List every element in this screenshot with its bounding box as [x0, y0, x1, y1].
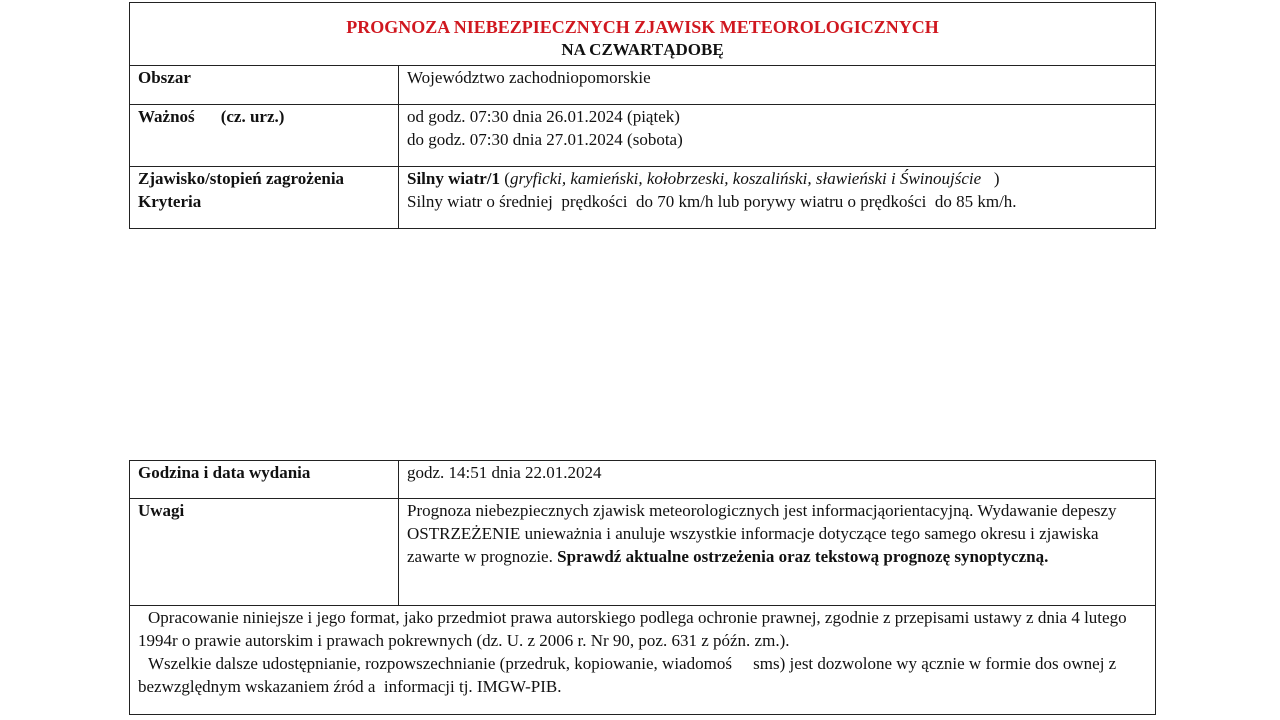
- copyright-notice: [130, 606, 1156, 715]
- paren-close: ): [981, 169, 1000, 188]
- issued-label: Godzina i data wydania: [130, 461, 399, 499]
- phenomenon-label-line-2: Kryteria: [138, 192, 202, 211]
- area-value: Województwo zachodniopomorskie: [399, 66, 1156, 105]
- notes-text: Prognoza niebezpiecznych zjawisk meteorologicznych jest informacjąorientacyjną. Wydawanie depeszy OSTRZEŻENIE unieważnia i anuluje wszystkie informacje dotyczące tego samego okresu i zjawiska zawarte w prognozie.: [407, 501, 1117, 566]
- validity-row: [130, 105, 1156, 167]
- copyright-row: [130, 606, 1156, 715]
- notes-value: [399, 499, 1156, 606]
- notes-check-link: Sprawdź aktualne ostrzeżenia oraz tekstową prognozę synoptyczną.: [557, 547, 1049, 566]
- phenomenon-label: [130, 167, 399, 229]
- phenomenon-criteria: Silny wiatr o średniej prędkości do 70 km/h lub porywy wiatru o prędkości do 85 km/h.: [407, 192, 1017, 211]
- issued-row: [130, 461, 1156, 499]
- forecast-footer-table: [129, 460, 1156, 715]
- copyright-text-2: Wszelkie dalsze udostępnianie, rozpowszechnianie (przedruk, kopiowanie, wiadomoś sms) jest dozwolone wy ącznie w formie dos ownej z bezwzględnym wskazaniem źród a informacji tj. IMGW-PIB.: [138, 654, 1121, 696]
- validity-from: od godz. 07:30 dnia 26.01.2024 (piątek): [407, 107, 680, 126]
- notes-row: [130, 499, 1156, 606]
- issued-value: godz. 14:51 dnia 22.01.2024: [399, 461, 1156, 499]
- copyright-paragraph-2: [138, 652, 1147, 698]
- phenomenon-counties: gryficki, kamieński, kołobrzeski, koszaliński, sławieński i Świnoujście: [509, 169, 982, 188]
- area-row: [130, 66, 1156, 105]
- validity-value: [399, 105, 1156, 167]
- validity-label-unit: (cz. urz.): [220, 107, 285, 126]
- paren-open: (: [500, 169, 510, 188]
- phenomenon-name-line: [407, 167, 1147, 190]
- phenomenon-row: [130, 167, 1156, 229]
- validity-label-main: Ważnoś: [138, 107, 195, 126]
- copyright-text-1: Opracowanie niniejsze i jego format, jako przedmiot prawa autorskiego podlega ochronie prawnej, zgodnie z przepisami ustawy z dnia 4 lutego 1994r o prawie autorskim i prawach pokrewnych (dz. U. z 2006 r. Nr 90, poz. 631 z późn. zm.).: [138, 608, 1127, 650]
- area-label: Obszar: [130, 66, 399, 105]
- phenomenon-name: Silny wiatr/1: [407, 169, 501, 188]
- validity-label: [130, 105, 399, 167]
- phenomenon-label-line-1: Zjawisko/stopień zagrożenia: [138, 169, 345, 188]
- notes-label: Uwagi: [130, 499, 399, 606]
- validity-to: do godz. 07:30 dnia 27.01.2024 (sobota): [407, 130, 683, 149]
- copyright-paragraph-1: [138, 606, 1147, 652]
- phenomenon-value: [399, 167, 1156, 229]
- title-line-1: PROGNOZA NIEBEZPIECZNYCH ZJAWISK METEOROLOGICZNYCH: [346, 17, 939, 37]
- document-title: [130, 3, 1156, 66]
- title-line-2: NA CZWARTĄDOBĘ: [561, 40, 724, 59]
- forecast-header-table: [129, 2, 1156, 229]
